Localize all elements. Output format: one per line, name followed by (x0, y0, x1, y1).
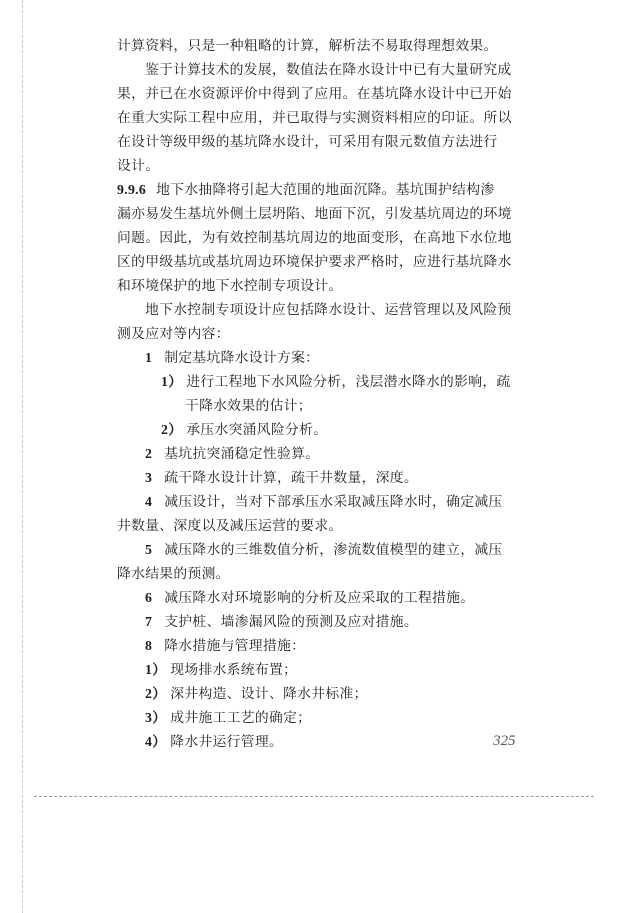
item-text: 疏干降水设计计算，疏干井数量，深度。 (164, 470, 418, 486)
item-text: 减压降水的三维数值分析，渗流数值模型的建立，减压 (164, 542, 503, 558)
clause-number: 9.9.6 (117, 182, 147, 197)
list-item (117, 586, 529, 610)
text-line: 井数量、深度以及减压运营的要求。 (117, 518, 343, 534)
list-item (117, 634, 529, 658)
list-item (117, 610, 529, 634)
sub-item-text: 成井施工工艺的确定； (170, 710, 312, 726)
sub-item-number: 1） (161, 374, 183, 389)
text-line: 设计。 (117, 158, 160, 174)
item-number: 4 (145, 494, 153, 509)
clause-text: 地下水抽降将引起大范围的地面沉降。基坑围护结构渗 (156, 182, 495, 198)
item-text: 基坑抗突涌稳定性验算。 (164, 446, 320, 462)
item-text: 减压设计，当对下部承压水采取减压降水时，确定减压 (164, 494, 503, 510)
paragraph-first-line: 地下水控制专项设计应包括降水设计、运营管理以及风险预 (145, 302, 512, 318)
item-number: 3 (145, 470, 153, 485)
text-line: 区的甲级基坑或基坑周边环境保护要求严格时，应进行基坑降水 (117, 254, 512, 270)
sub-item-text: 承压水突涌风险分析。 (186, 422, 328, 438)
text-line: 在重大实际工程中应用，并已取得与实测资料相应的印证。所以 (117, 110, 512, 126)
list-item (117, 346, 529, 370)
item-number: 7 (145, 614, 153, 629)
binding-dashed-line (22, 0, 23, 913)
item-number: 6 (145, 590, 153, 605)
sub-item-text: 进行工程地下水风险分析，浅层潜水降水的影响，疏 (186, 374, 511, 390)
page-number: 325 (493, 733, 516, 749)
clause-heading-line (117, 178, 529, 202)
item-text: 降水措施与管理措施： (164, 638, 306, 654)
sub-item-text: 深井构造、设计、降水井标准； (170, 686, 368, 702)
sub-item-number: 2） (145, 686, 167, 701)
sub-list-item (117, 418, 529, 442)
sub-item-number: 2） (161, 422, 183, 437)
item-number: 5 (145, 542, 153, 557)
text-line: 测及应对等内容： (117, 326, 230, 342)
text-line: 问题。因此，为有效控制基坑周边的地面变形，在高地下水位地 (117, 230, 512, 246)
sub-item-number: 4） (145, 734, 167, 749)
list-item (117, 466, 529, 490)
paragraph-first-line: 鉴于计算技术的发展，数值法在降水设计中已有大量研究成 (145, 62, 512, 78)
item-number: 8 (145, 638, 153, 653)
text-line: 计算资料，只是一种粗略的计算，解析法不易取得理想效果。 (117, 38, 498, 54)
text-line: 漏亦易发生基坑外侧土层坍陷、地面下沉，引发基坑周边的环境 (117, 206, 512, 222)
sub-list-item (117, 658, 529, 682)
text-line: 在设计等级甲级的基坑降水设计，可采用有限元数值方法进行 (117, 134, 498, 150)
text-line: 果，并已在水资源评价中得到了应用。在基坑降水设计中已开始 (117, 86, 512, 102)
text-line: 降水结果的预测。 (117, 566, 230, 582)
item-text: 减压降水对环境影响的分析及应采取的工程措施。 (164, 590, 475, 606)
scan-dashed-line (34, 796, 594, 797)
item-text: 制定基坑降水设计方案： (164, 350, 320, 366)
list-item (117, 538, 529, 562)
item-number: 2 (145, 446, 153, 461)
item-number: 1 (145, 350, 153, 365)
item-text: 支护桩、墙渗漏风险的预测及应对措施。 (164, 614, 418, 630)
sub-list-item (117, 370, 529, 394)
sub-item-text: 现场排水系统布置； (170, 662, 298, 678)
sub-list-item (117, 730, 529, 754)
sub-item-text: 降水井运行管理。 (170, 734, 284, 750)
text-line: 和环境保护的地下水控制专项设计。 (117, 278, 343, 294)
list-item (117, 490, 529, 514)
sub-list-item (117, 682, 529, 706)
sub-item-number: 3） (145, 710, 167, 725)
list-item (117, 442, 529, 466)
sub-item-number: 1） (145, 662, 167, 677)
sub-item-continuation: 干降水效果的估计； (185, 398, 312, 414)
page-body (117, 34, 529, 754)
sub-list-item (117, 706, 529, 730)
